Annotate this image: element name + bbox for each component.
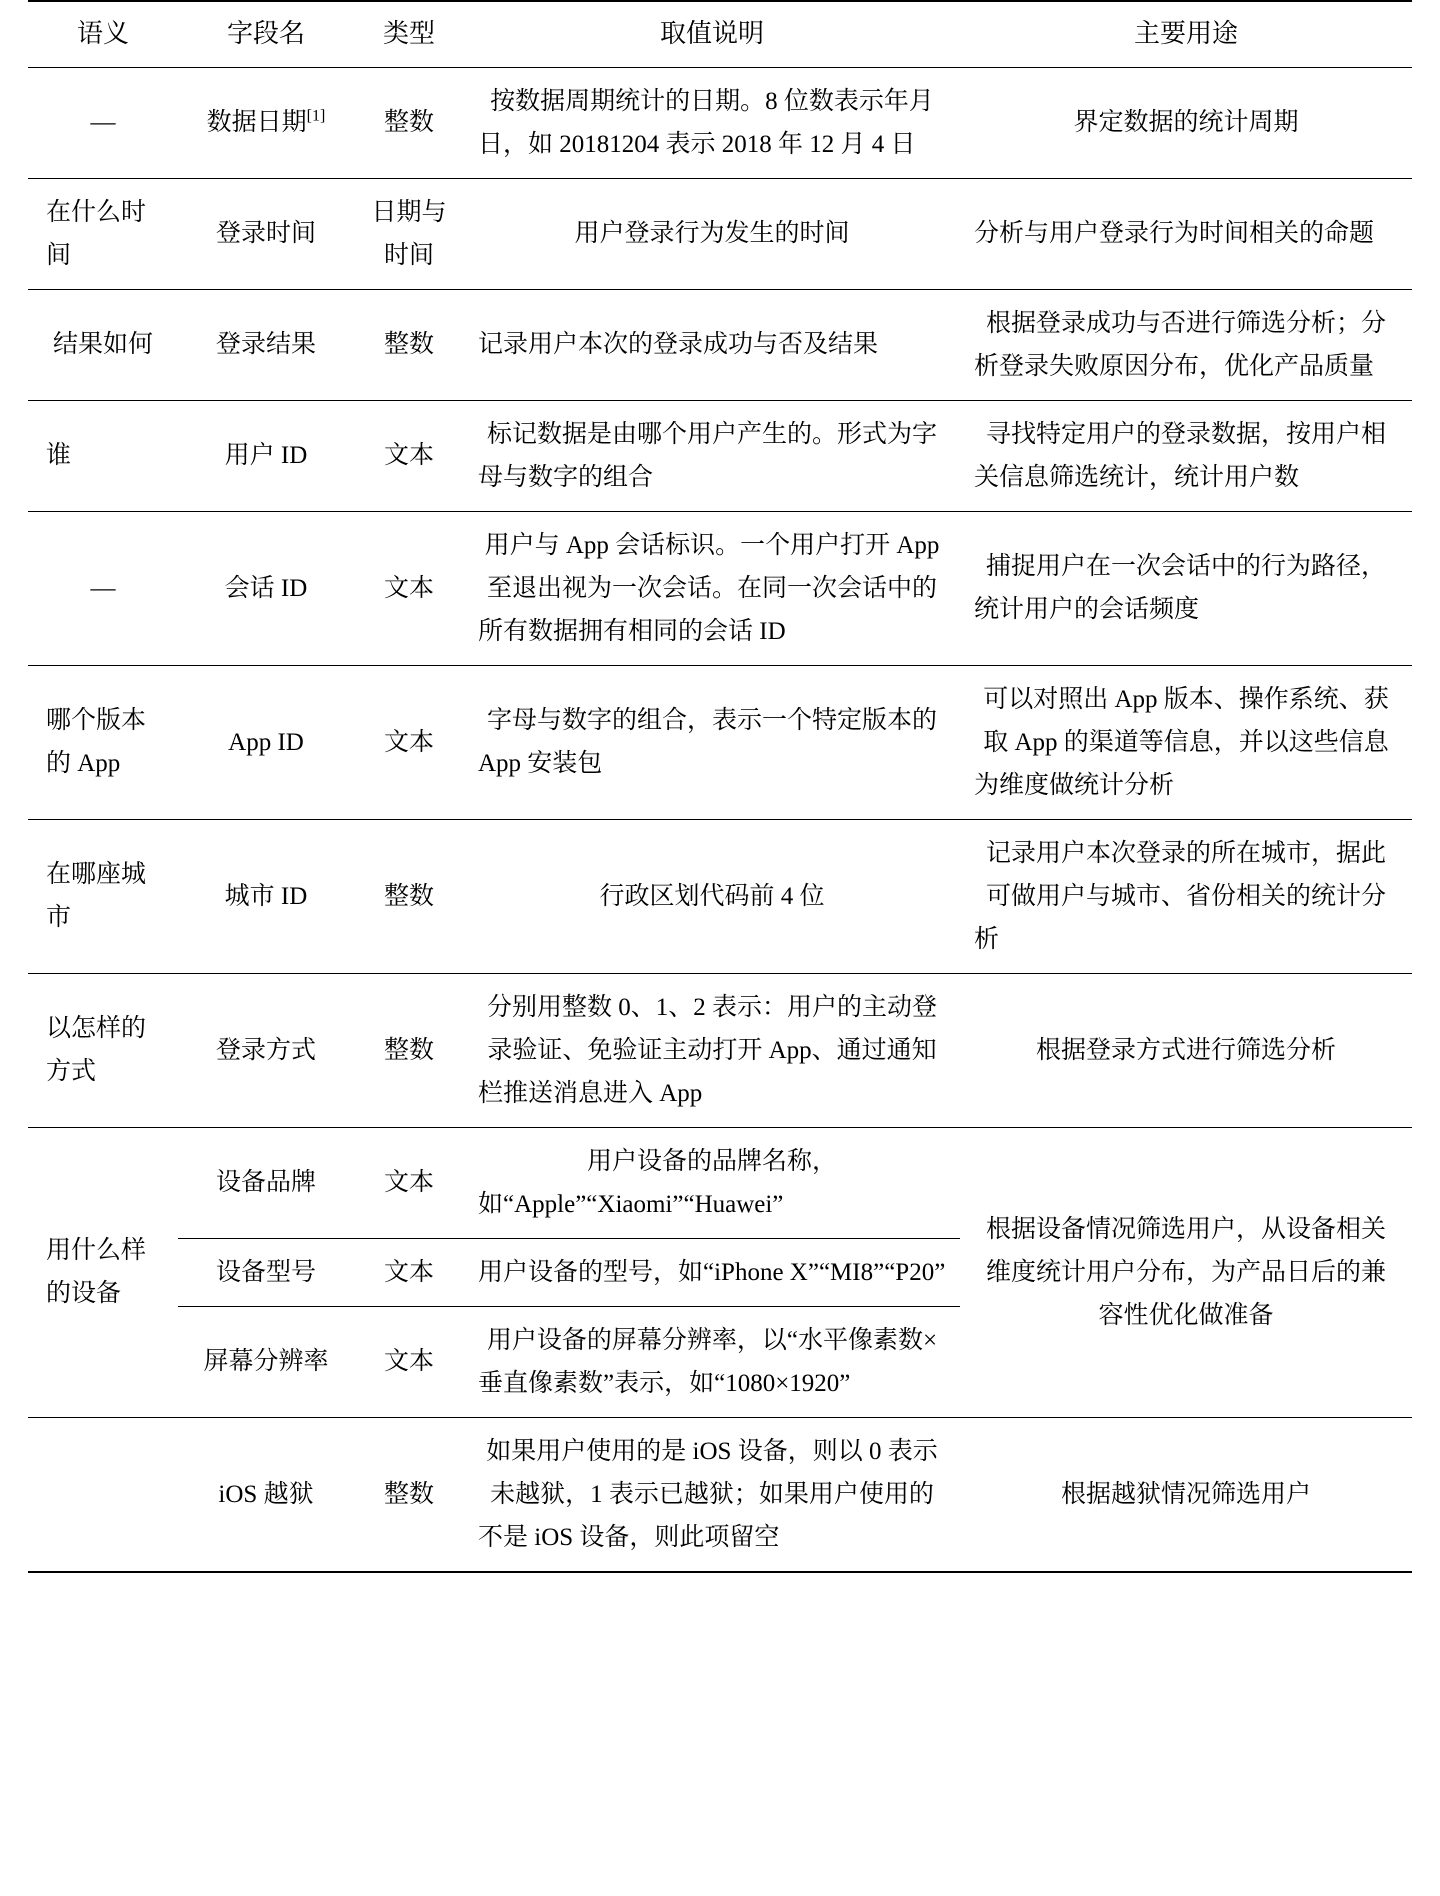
cell-description: 用户设备的屏幕分辨率，以“水平像素数×垂直像素数”表示，如“1080×1920” (464, 1306, 960, 1417)
cell-semantic: 在哪座城市 (28, 819, 178, 973)
table-row (28, 67, 1412, 178)
cell-usage: 根据设备情况筛选用户，从设备相关维度统计用户分布，为产品日后的兼容性优化做准备 (960, 1127, 1412, 1417)
cell-semantic: 在什么时间 (28, 178, 178, 289)
cell-usage: 界定数据的统计周期 (960, 67, 1412, 178)
cell-type: 整数 (354, 1417, 464, 1572)
cell-field-name: 登录方式 (178, 973, 354, 1127)
cell-description: 记录用户本次的登录成功与否及结果 (464, 289, 960, 400)
cell-semantic: 谁 (28, 400, 178, 511)
table-row (28, 400, 1412, 511)
cell-description: 按数据周期统计的日期。8 位数表示年月日，如 20181204 表示 2018 年 12 月 4 日 (464, 67, 960, 178)
cell-type: 整数 (354, 67, 464, 178)
cell-field-name: 登录结果 (178, 289, 354, 400)
cell-field-name: 登录时间 (178, 178, 354, 289)
cell-type: 文本 (354, 1238, 464, 1306)
cell-field-name: 设备品牌 (178, 1127, 354, 1238)
cell-type: 日期与时间 (354, 178, 464, 289)
cell-semantic: 用什么样的设备 (28, 1127, 178, 1417)
cell-usage: 捕捉用户在一次会话中的行为路径，统计用户的会话频度 (960, 511, 1412, 665)
cell-type: 整数 (354, 289, 464, 400)
cell-usage: 根据登录方式进行筛选分析 (960, 973, 1412, 1127)
field-name-text: 数据日期 (206, 109, 307, 137)
cell-type: 文本 (354, 665, 464, 819)
cell-type: 文本 (354, 1306, 464, 1417)
cell-usage: 分析与用户登录行为时间相关的命题 (960, 178, 1412, 289)
column-header-semantic: 语义 (28, 1, 178, 67)
column-header-main-usage: 主要用途 (960, 1, 1412, 67)
table-row (28, 289, 1412, 400)
table-header-row (28, 1, 1412, 67)
cell-description: 用户设备的型号，如“iPhone X”“MI8”“P20” (464, 1238, 960, 1306)
cell-type: 整数 (354, 973, 464, 1127)
cell-description: 标记数据是由哪个用户产生的。形式为字母与数字的组合 (464, 400, 960, 511)
cell-field-name: 会话 ID (178, 511, 354, 665)
cell-description: 字母与数字的组合，表示一个特定版本的 App 安装包 (464, 665, 960, 819)
cell-description: 用户登录行为发生的时间 (464, 178, 960, 289)
cell-description: 行政区划代码前 4 位 (464, 819, 960, 973)
cell-description: 用户与 App 会话标识。一个用户打开 App 至退出视为一次会话。在同一次会话中的所有数据拥有相同的会话 ID (464, 511, 960, 665)
cell-description: 如果用户使用的是 iOS 设备，则以 0 表示未越狱，1 表示已越狱；如果用户使用的不是 iOS 设备，则此项留空 (464, 1417, 960, 1572)
cell-usage: 根据登录成功与否进行筛选分析；分析登录失败原因分布，优化产品质量 (960, 289, 1412, 400)
table-row (28, 178, 1412, 289)
table-header (28, 1, 1412, 67)
cell-field-name: 屏幕分辨率 (178, 1306, 354, 1417)
cell-semantic: 以怎样的方式 (28, 973, 178, 1127)
cell-field-name: iOS 越狱 (178, 1417, 354, 1572)
cell-field-name: App ID (178, 665, 354, 819)
table-row (28, 973, 1412, 1127)
table-body (28, 67, 1412, 1572)
table-row (28, 665, 1412, 819)
cell-description: 用户设备的品牌名称，如“Apple”“Xiaomi”“Huawei” (464, 1127, 960, 1238)
cell-type: 文本 (354, 1127, 464, 1238)
cell-field-name (178, 67, 354, 178)
cell-semantic: 哪个版本的 App (28, 665, 178, 819)
column-header-type: 类型 (354, 1, 464, 67)
cell-type: 文本 (354, 400, 464, 511)
table-row (28, 1127, 1412, 1238)
table-row (28, 819, 1412, 973)
cell-field-name: 城市 ID (178, 819, 354, 973)
cell-usage: 可以对照出 App 版本、操作系统、获取 App 的渠道等信息，并以这些信息为维度做统计分析 (960, 665, 1412, 819)
cell-field-name: 设备型号 (178, 1238, 354, 1306)
cell-semantic (28, 1417, 178, 1572)
table-row (28, 1417, 1412, 1572)
footnote-marker: [1] (306, 107, 326, 125)
cell-semantic: — (28, 67, 178, 178)
cell-usage: 寻找特定用户的登录数据，按用户相关信息筛选统计，统计用户数 (960, 400, 1412, 511)
column-header-value-description: 取值说明 (464, 1, 960, 67)
cell-semantic: — (28, 511, 178, 665)
cell-usage: 根据越狱情况筛选用户 (960, 1417, 1412, 1572)
cell-semantic: 结果如何 (28, 289, 178, 400)
cell-type: 文本 (354, 511, 464, 665)
cell-usage: 记录用户本次登录的所在城市，据此可做用户与城市、省份相关的统计分析 (960, 819, 1412, 973)
field-spec-table (28, 0, 1412, 1573)
cell-field-name: 用户 ID (178, 400, 354, 511)
column-header-field-name: 字段名 (178, 1, 354, 67)
cell-type: 整数 (354, 819, 464, 973)
table-row (28, 511, 1412, 665)
cell-description: 分别用整数 0、1、2 表示：用户的主动登录验证、免验证主动打开 App、通过通知栏推送消息进入 App (464, 973, 960, 1127)
